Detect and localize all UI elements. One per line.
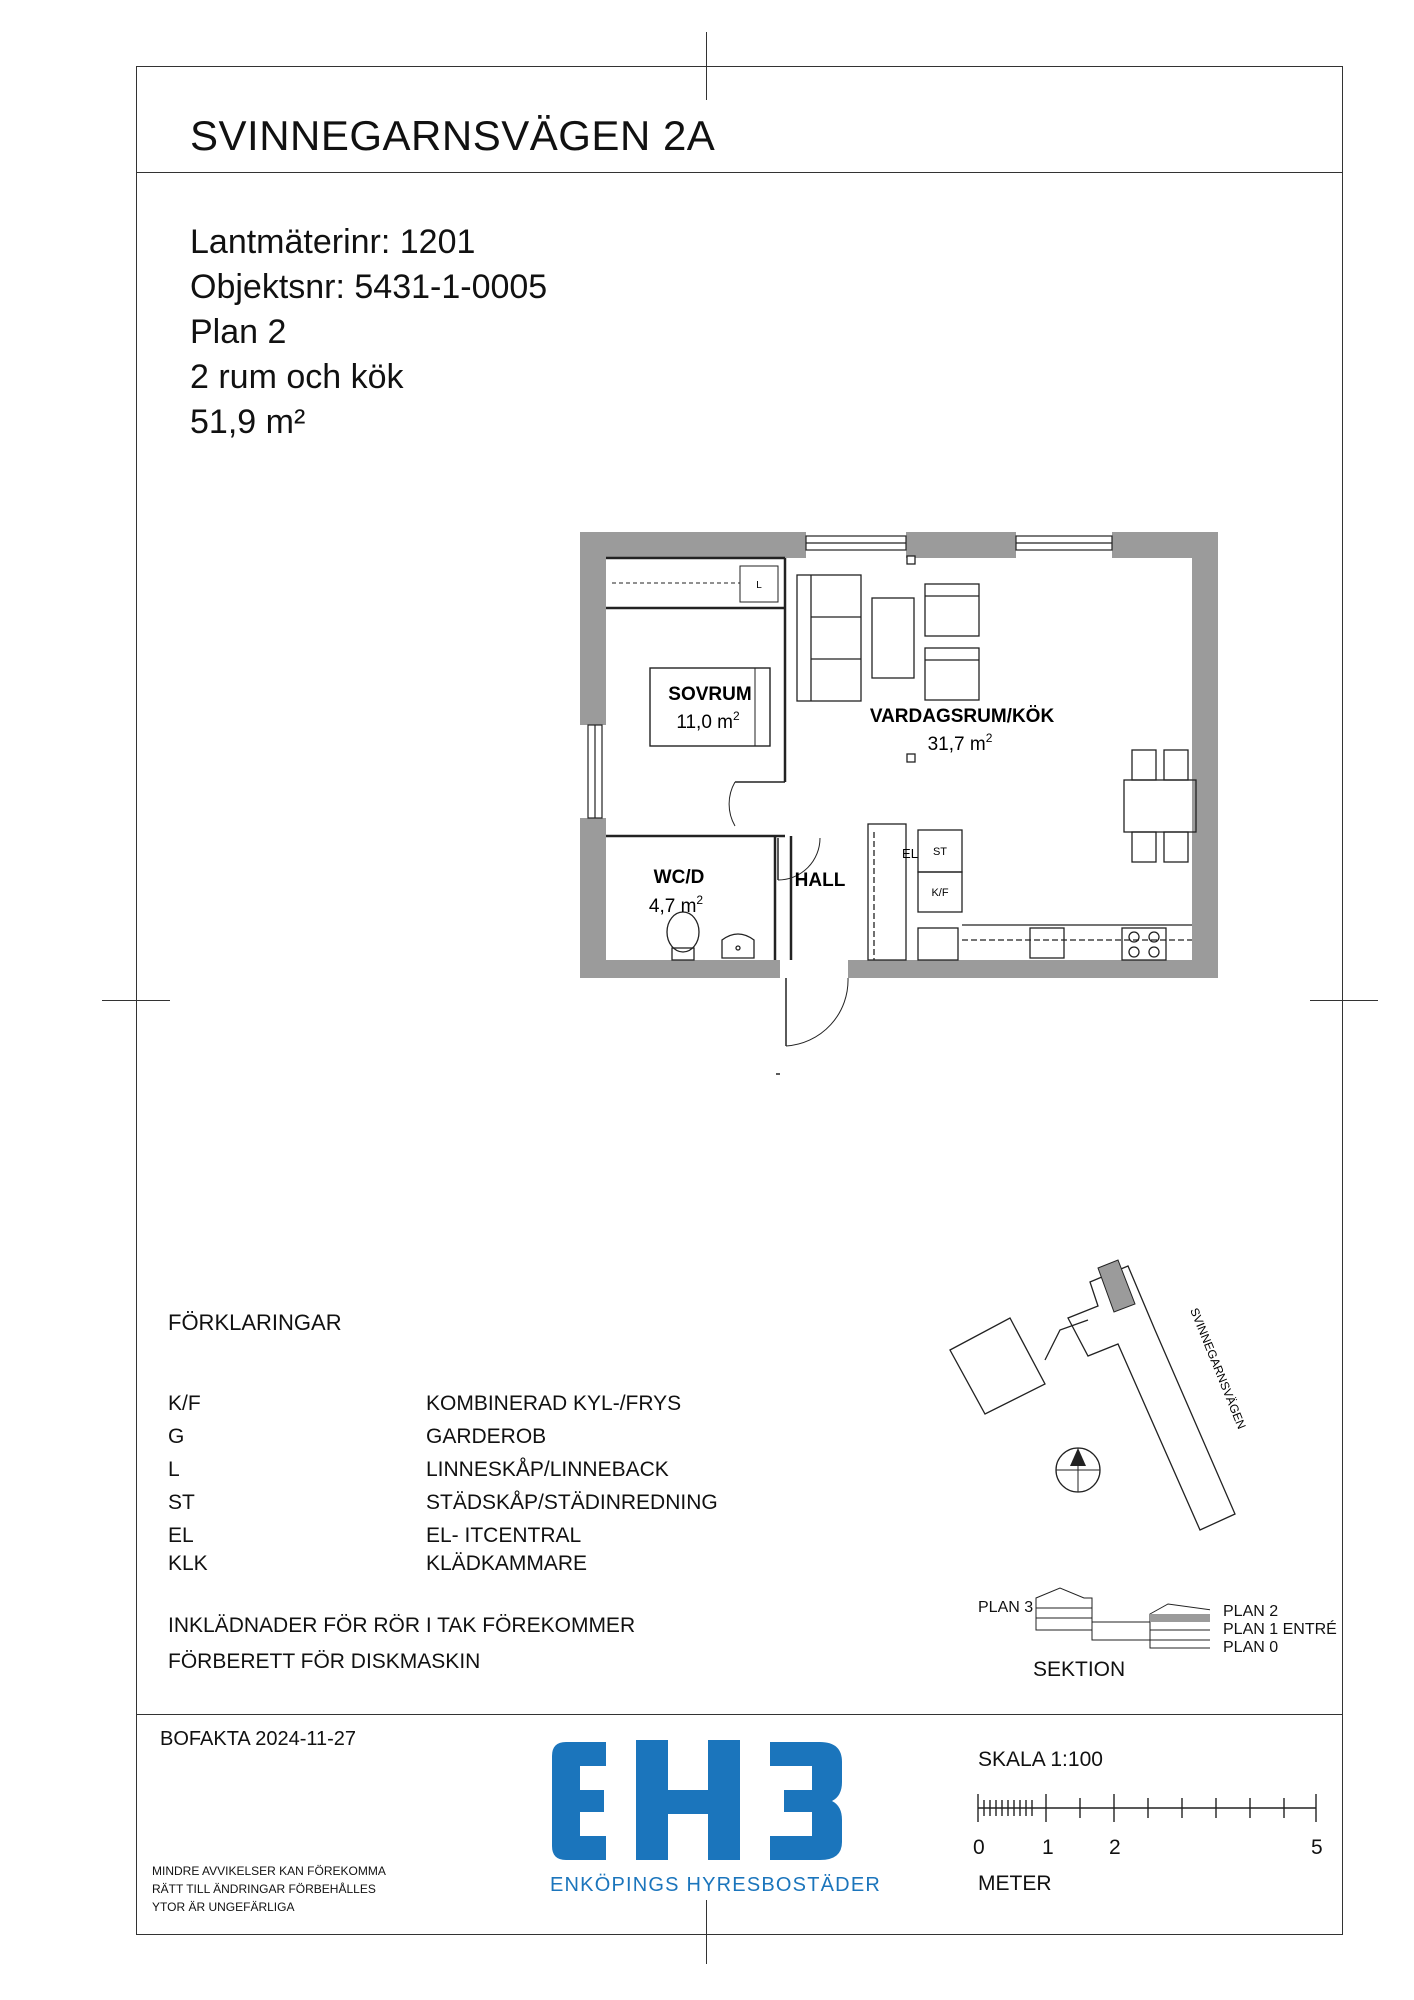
scale-tick-0: 0 — [973, 1836, 985, 1859]
property-info — [190, 220, 547, 445]
section-block-low — [1150, 1604, 1210, 1648]
logo-letter-b — [770, 1742, 842, 1860]
room-area-sovrum — [676, 709, 740, 733]
legend-code: KLK — [168, 1552, 208, 1575]
crop-mark-top — [706, 32, 707, 100]
note-pipe-cladding: INKLÄDNADER FÖR RÖR I TAK FÖREKOMMER — [168, 1614, 636, 1637]
kitchen-counter — [868, 824, 1192, 960]
legend-code: K/F — [168, 1392, 201, 1415]
scale-tick-5: 5 — [1311, 1836, 1323, 1859]
legend-notes — [168, 1608, 635, 1680]
ceiling-outlet-1 — [907, 556, 915, 564]
title-divider — [136, 172, 1343, 173]
scale-tick-2: 2 — [1109, 1836, 1121, 1859]
wardrobe — [612, 566, 778, 602]
total-area: 51,9 m² — [190, 403, 306, 441]
scale-unit: METER — [978, 1872, 1052, 1895]
site-building-main — [1068, 1266, 1235, 1530]
ehb-logo — [544, 1738, 854, 1864]
st-label: ST — [932, 846, 948, 858]
room-name-wcd: WC/D — [653, 867, 705, 888]
crop-mark-right — [1310, 1000, 1378, 1001]
site-building-west — [950, 1318, 1045, 1414]
kf-label: K/F — [931, 887, 949, 899]
vardagsrum-area-sup: 2 — [985, 731, 993, 745]
scale-ticks — [978, 1794, 1316, 1822]
armchairs — [925, 584, 979, 700]
logo-letter-e — [552, 1742, 606, 1860]
room-name-vardagsrum: VARDAGSRUM/KÖK — [869, 706, 1055, 727]
section-block-high — [1036, 1588, 1092, 1630]
bathroom-fixtures — [667, 912, 754, 960]
legend-description: GARDEROB — [426, 1425, 547, 1448]
footer-divider — [136, 1714, 1343, 1715]
bofakta-date: BOFAKTA 2024-11-27 — [160, 1728, 357, 1750]
legend-description: STÄDSKÅP/STÄDINREDNING — [426, 1491, 718, 1514]
room-name-hall: HALL — [794, 870, 846, 891]
room-area-wcd — [649, 893, 704, 917]
legend-description: LINNESKÅP/LINNEBACK — [426, 1458, 669, 1481]
site-buildings — [950, 1266, 1235, 1530]
dining-table — [1124, 750, 1196, 862]
room-name-sovrum: SOVRUM — [668, 684, 752, 705]
room-area-vardagsrum — [928, 731, 993, 755]
wcd-area-sup: 2 — [696, 893, 704, 907]
entry-door-swing — [786, 978, 848, 1046]
disclaimer-line: YTOR ÄR UNGEFÄRLIGA — [152, 1900, 295, 1914]
coffee-table — [872, 598, 914, 678]
legend-code: G — [168, 1425, 185, 1448]
linen-label: L — [756, 580, 762, 591]
legend-code: ST — [168, 1491, 195, 1514]
room-count: 2 rum och kök — [190, 358, 404, 396]
section-plan1: PLAN 1 ENTRÉ — [1223, 1621, 1337, 1638]
disclaimer-line: MINDRE AVVIKELSER KAN FÖREKOMMA — [152, 1864, 386, 1878]
legend-description: KLÄDKAMMARE — [426, 1552, 588, 1575]
logo-letter-h — [636, 1740, 740, 1860]
windows — [588, 536, 1112, 818]
section-connector — [1092, 1622, 1150, 1640]
company-name: ENKÖPINGS HYRESBOSTÄDER — [550, 1874, 881, 1896]
sofa — [797, 575, 861, 701]
address-title: SVINNEGARNSVÄGEN 2A — [190, 112, 716, 159]
site-connector — [1045, 1320, 1088, 1360]
ceiling-outlet-2 — [907, 754, 915, 762]
legend-code: EL — [168, 1524, 194, 1547]
scale-bar — [970, 1788, 1330, 1828]
vardagsrum-area-value: 31,7 m — [927, 734, 986, 755]
section-title: SEKTION — [1033, 1658, 1126, 1681]
crop-mark-left — [102, 1000, 170, 1001]
section-diagram — [1030, 1585, 1210, 1657]
crop-mark-bottom — [706, 1900, 707, 1964]
legend-description: EL- ITCENTRAL — [426, 1524, 582, 1547]
floor-plan — [560, 520, 1240, 1090]
section-plan0: PLAN 0 — [1223, 1639, 1279, 1656]
section-highlight-plan2 — [1150, 1614, 1210, 1622]
bed — [650, 668, 770, 746]
sovrum-area-sup: 2 — [733, 709, 740, 723]
object-number: Objektsnr: 5431-1-0005 — [190, 268, 548, 306]
sovrum-area-value: 11,0 m — [676, 712, 733, 733]
scale-tick-1: 1 — [1042, 1836, 1054, 1859]
el-label: EL — [902, 846, 918, 861]
section-plan2: PLAN 2 — [1223, 1603, 1279, 1620]
legend-description: KOMBINERAD KYL-/FRYS — [426, 1392, 682, 1415]
lantmateri-number: Lantmäterinr: 1201 — [190, 223, 476, 261]
disclaimer-line: RÄTT TILL ÄNDRINGAR FÖRBEHÅLLES — [152, 1882, 376, 1896]
floor-level: Plan 2 — [190, 313, 287, 351]
site-map — [940, 1250, 1270, 1560]
legend-code: L — [168, 1458, 180, 1481]
north-arrow-head — [1070, 1448, 1086, 1466]
legend-heading: FÖRKLARINGAR — [168, 1310, 342, 1335]
note-dishwasher: FÖRBERETT FÖR DISKMASKIN — [168, 1650, 481, 1673]
scale-title: SKALA 1:100 — [978, 1748, 1103, 1771]
disclaimer — [152, 1862, 386, 1916]
street-label: SVINNEGARNSVÄGEN — [1187, 1305, 1249, 1432]
wcd-area-value: 4,7 m — [648, 896, 697, 917]
section-plan3: PLAN 3 — [978, 1599, 1034, 1616]
bedroom-door-swing — [729, 782, 735, 826]
